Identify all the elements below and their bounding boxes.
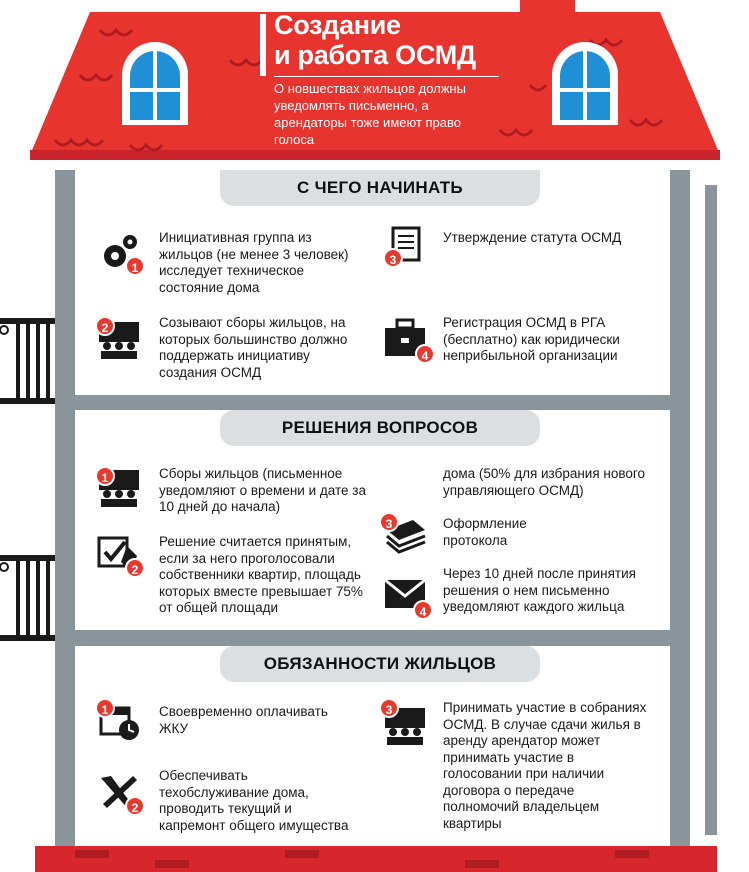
step-badge: 1 — [125, 256, 145, 276]
title-line-2: и работа ОСМД — [274, 40, 476, 70]
step-badge: 3 — [379, 512, 399, 532]
step-text: Обеспечивать техобслуживание дома, проводить текущий и капремонт общего имущества — [159, 768, 349, 833]
section-decisions — [75, 410, 670, 630]
section-heading: С ЧЕГО НАЧИНАТЬ — [220, 170, 540, 206]
step-text: Инициативная группа из жильцов (не менее 3 человек) исследует техническое состояние дома — [159, 230, 349, 295]
step-badge: 2 — [125, 558, 145, 578]
section-heading: РЕШЕНИЯ ВОПРОСОВ — [220, 410, 540, 446]
roof-window-right — [552, 42, 618, 125]
step-text: Регистрация ОСМД в РГА (бесплатно) как юридически неприбыльной организации — [443, 315, 620, 363]
step-badge: 3 — [379, 698, 399, 718]
foundation-bricks — [35, 846, 717, 872]
step-badge: 2 — [125, 796, 145, 816]
step-badge: 1 — [95, 466, 115, 486]
roof-window-left — [122, 42, 188, 125]
step-badge: 4 — [413, 600, 433, 620]
step-badge: 2 — [95, 316, 115, 336]
roof-eave — [30, 150, 720, 160]
title-block — [260, 10, 510, 148]
title-accent-bar — [260, 14, 266, 76]
step-text: Оформление протокола — [443, 516, 527, 548]
title-line-1: Создание — [274, 10, 401, 40]
step-text: Утверждение статута ОСМД — [443, 230, 622, 245]
page-subtitle: О новшествах жильцов должны уведомлять письменно, а арендаторы тоже имеют право голоса — [274, 76, 499, 148]
page-title — [274, 10, 510, 70]
step-badge: 1 — [95, 698, 115, 718]
step-text-continued: дома (50% для избрания нового управляющего ОСМД) — [443, 466, 646, 498]
balcony-lower — [0, 555, 56, 641]
section-start — [75, 170, 670, 395]
step-text: Принимать участие в собраниях ОСМД. В случае сдачи жилья в аренду арендатор может принимать участие в голосовании при наличии договора о передаче полномочий владельцем квартиры — [443, 700, 647, 831]
balcony-upper — [0, 318, 56, 404]
step-text: Созывают сборы жильцов, на которых большинство должно поддержать инициативу создания ОСМД — [159, 315, 348, 380]
drain-pipe — [705, 185, 717, 835]
step-text: Решение считается принятым, если за него проголосовали собственники квартир, площадь которых вместе превышает 75% от общей площади — [159, 534, 363, 615]
foundation — [35, 846, 717, 872]
step-badge: 3 — [383, 248, 403, 268]
step-badge: 4 — [415, 344, 435, 364]
step-text: Через 10 дней после принятия решения о нем письменно уведомляют каждого жильца — [443, 566, 636, 614]
step-text: Своевременно оплачивать ЖКУ — [159, 704, 328, 736]
house-walls — [55, 170, 690, 850]
step-text: Сборы жильцов (письменное уведомляют о времени и дате за 10 дней до начала) — [159, 466, 366, 514]
section-heading: ОБЯЗАННОСТИ ЖИЛЬЦОВ — [220, 646, 540, 682]
section-duties — [75, 646, 670, 850]
